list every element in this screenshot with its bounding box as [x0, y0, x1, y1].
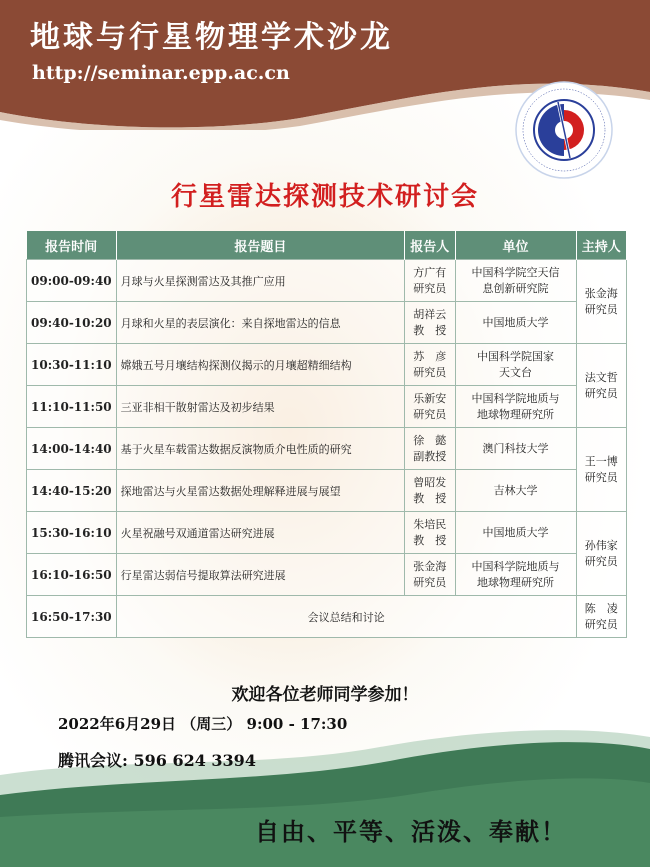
row-topic: 三亚非相干散射雷达及初步结果 [116, 386, 404, 428]
row-unit: 中国科学院地质与 地球物理研究所 [455, 386, 576, 428]
tencent-meeting-id: 腾讯会议: 596 624 3394 [58, 751, 256, 770]
website-url[interactable]: http://seminar.epp.ac.cn [32, 62, 290, 84]
row-speaker: 张金海 研究员 [405, 554, 455, 596]
row-topic: 嫦娥五号月壤结构探测仪揭示的月壤超精细结构 [116, 344, 404, 386]
table-row [27, 260, 627, 302]
header-topic: 报告题目 [116, 231, 404, 260]
table-row [27, 302, 627, 344]
row-host: 王一博 研究员 [576, 428, 626, 512]
row-speaker: 方广有 研究员 [405, 260, 455, 302]
row-time: 16:10-16:50 [27, 554, 117, 596]
row-topic: 火星祝融号双通道雷达研究进展 [116, 512, 404, 554]
table-row [27, 428, 627, 470]
table-row [27, 344, 627, 386]
table-row [27, 596, 627, 638]
schedule-table [26, 231, 627, 638]
row-unit: 中国地质大学 [455, 512, 576, 554]
row-speaker: 乐新安 研究员 [405, 386, 455, 428]
table-row [27, 554, 627, 596]
row-topic: 基于火星车载雷达数据反演物质介电性质的研究 [116, 428, 404, 470]
row-unit: 澳门科技大学 [455, 428, 576, 470]
row-topic: 月球与火星探测雷达及其推广应用 [116, 260, 404, 302]
header-speaker: 报告人 [405, 231, 455, 260]
row-host: 陈 凌 研究员 [576, 596, 626, 638]
row-speaker: 徐 懿 副教授 [405, 428, 455, 470]
row-topic: 会议总结和讨论 [116, 596, 576, 638]
event-datetime: 2022年6月29日 （周三） 9:00 - 17:30 [58, 715, 348, 733]
header-time: 报告时间 [27, 231, 117, 260]
row-unit: 中国科学院地质与 地球物理研究所 [455, 554, 576, 596]
welcome-message: 欢迎各位老师同学参加！ [231, 685, 419, 705]
table-row [27, 386, 627, 428]
row-host: 法文哲 研究员 [576, 344, 626, 428]
row-time: 14:00-14:40 [27, 428, 117, 470]
event-title: 行星雷达探测技术研讨会 [170, 182, 479, 212]
row-speaker: 苏 彦 研究员 [405, 344, 455, 386]
row-unit: 吉林大学 [455, 470, 576, 512]
row-host: 孙伟家 研究员 [576, 512, 626, 596]
row-host: 张金海 研究员 [576, 260, 626, 344]
row-speaker: 胡祥云 教 授 [405, 302, 455, 344]
row-time: 14:40-15:20 [27, 470, 117, 512]
table-row [27, 512, 627, 554]
row-speaker: 曾昭发 教 授 [405, 470, 455, 512]
row-unit: 中国地质大学 [455, 302, 576, 344]
row-topic: 探地雷达与火星雷达数据处理解释进展与展望 [116, 470, 404, 512]
row-unit: 中国科学院国家 天文台 [455, 344, 576, 386]
row-time: 16:50-17:30 [27, 596, 117, 638]
lab-logo [514, 80, 614, 180]
row-time: 09:40-10:20 [27, 302, 117, 344]
header-unit: 单位 [455, 231, 576, 260]
slogan: 自由、平等、活泼、奉献！ [255, 817, 567, 846]
row-time: 15:30-16:10 [27, 512, 117, 554]
row-time: 09:00-09:40 [27, 260, 117, 302]
row-unit: 中国科学院空天信 息创新研究院 [455, 260, 576, 302]
row-topic: 月球和火星的表层演化：来自探地雷达的信息 [116, 302, 404, 344]
header-host: 主持人 [576, 231, 626, 260]
table-row [27, 470, 627, 512]
row-time: 11:10-11:50 [27, 386, 117, 428]
row-time: 10:30-11:10 [27, 344, 117, 386]
row-topic: 行星雷达弱信号提取算法研究进展 [116, 554, 404, 596]
salon-title: 地球与行星物理学术沙龙 [30, 20, 393, 55]
table-header-row [27, 231, 627, 260]
row-speaker: 朱培民 教 授 [405, 512, 455, 554]
